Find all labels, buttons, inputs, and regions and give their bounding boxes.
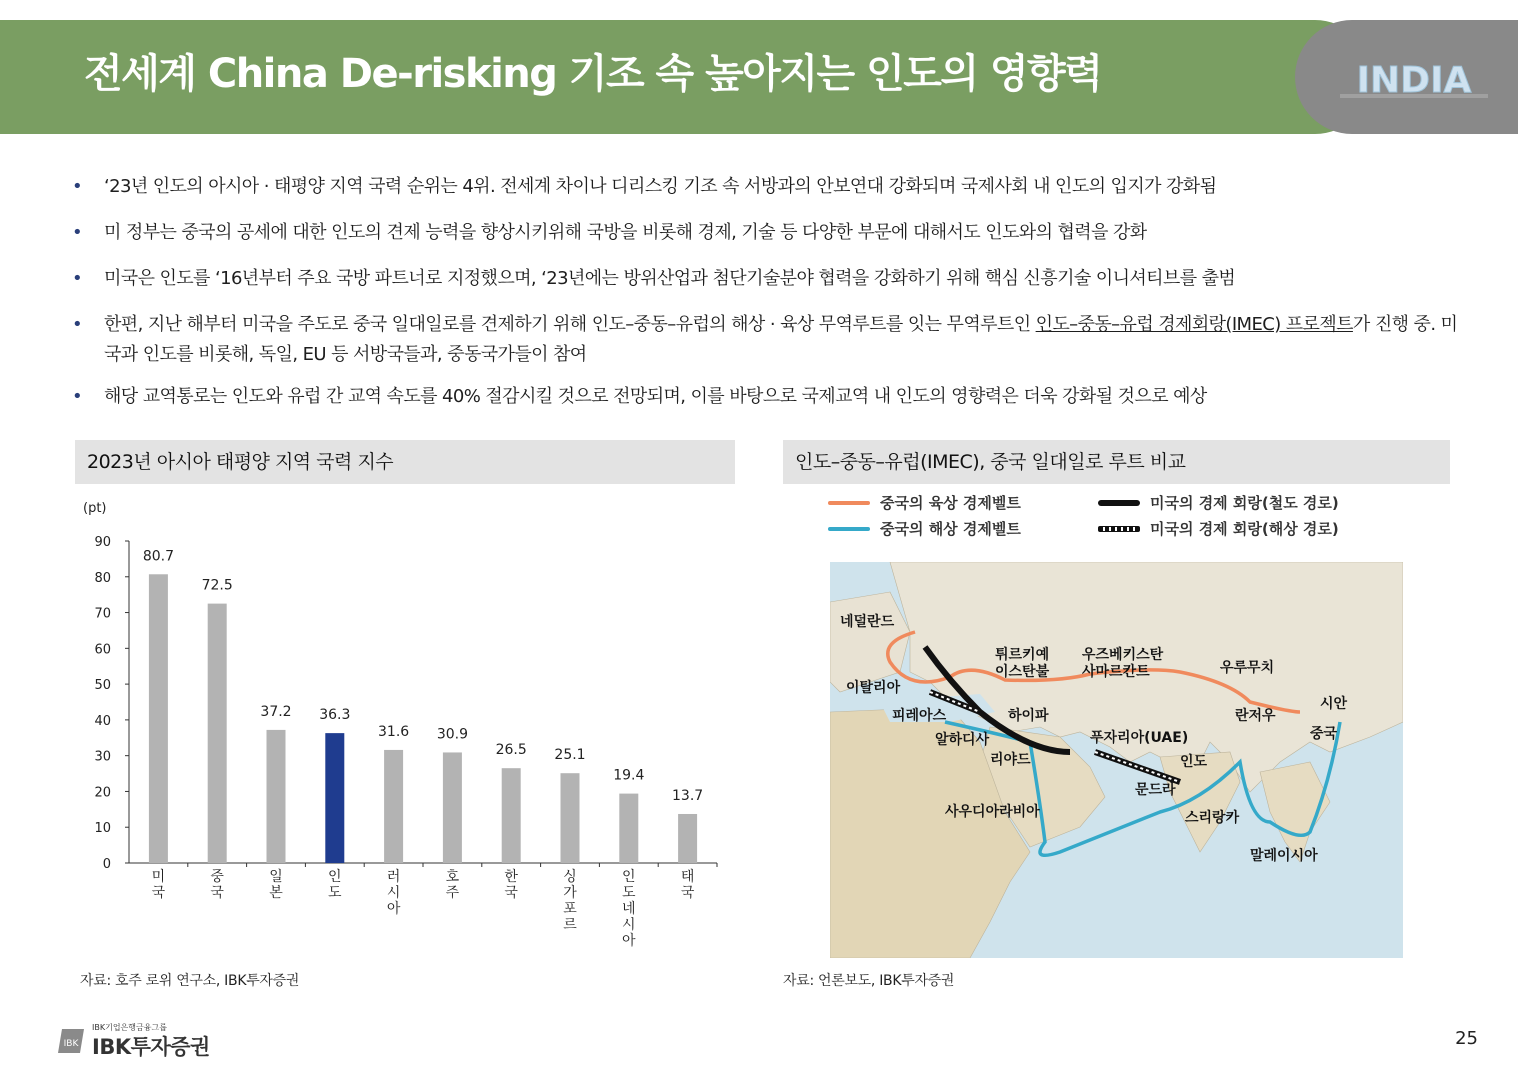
map-label: 튀르키예 이스탄불: [995, 647, 1050, 680]
route-map: [830, 562, 1403, 958]
map-label: 네덜란드: [840, 614, 895, 630]
legend-line-land: [828, 501, 870, 505]
map-label: 중국: [1310, 726, 1338, 742]
y-tick-label: 20: [94, 785, 111, 801]
map-label: 피레아스: [892, 708, 947, 724]
map-label: 푸자리아(UAE): [1090, 730, 1189, 746]
page-title: 전세계 China De-risking 기조 속 높아지는 인도의 영향력: [84, 51, 1102, 97]
legend-label: 미국의 경제 회랑(철도 경로): [1150, 494, 1339, 512]
x-tick-label: 미 국: [151, 869, 166, 901]
bullet-text: 가 진행 중. 미국과 인도를 비롯해, 독일, EU 등 서방국들과, 중동국가들이 참여: [104, 314, 1458, 365]
legend-us-rail: [1098, 492, 1339, 513]
bullet-item: [70, 310, 1470, 370]
bullet-item: • 미국은 인도를 ‘16년부터 주요 국방 파트너로 지정했으며, ‘23년에는 방위산업과 첨단기술분야 협력을 강화하기 위해 핵심 신흥기술 이니셔티브를 출범: [70, 264, 1470, 294]
legend-us-sea: [1098, 518, 1339, 539]
bar-value-label: 37.2: [260, 703, 292, 720]
x-tick-label: 인 도 네 시 아: [622, 869, 636, 949]
bar-value-label: 72.5: [201, 577, 233, 594]
bar-value-label: 30.9: [436, 726, 468, 743]
bullet-text: 한편, 지난 해부터 미국을 주도로 중국 일대일로를 견제하기 위해 인도–중동–유럽의 해상 · 육상 무역루트를 잇는 무역루트인: [104, 314, 1036, 335]
chart-source: 자료: 호주 로위 연구소, IBK투자증권: [80, 973, 300, 989]
y-tick-label: 70: [94, 606, 111, 622]
map-label: 이탈리아: [846, 680, 901, 696]
bar-value-label: 80.7: [142, 548, 174, 565]
x-tick-label: 인 도: [328, 869, 342, 901]
legend-label: 미국의 경제 회랑(해상 경로): [1150, 520, 1339, 538]
y-tick-label: 60: [94, 642, 111, 658]
company-name: IBK투자증권: [92, 1035, 210, 1059]
svg-text:IBK: IBK: [63, 1039, 79, 1049]
ibk-logo-mark-icon: [58, 1027, 88, 1055]
y-tick-label: 10: [94, 821, 111, 837]
bar-value-label: 19.4: [613, 767, 645, 784]
y-tick-label: 50: [94, 678, 111, 694]
bar-싱가포르: [561, 773, 580, 863]
x-tick-label: 태 국: [680, 869, 695, 901]
x-tick-label: 중 국: [210, 869, 224, 901]
map-label: 문드라: [1135, 782, 1176, 798]
map-title: 인도–중동–유럽(IMEC), 중국 일대일로 루트 비교: [783, 440, 1450, 484]
legend-line-us-sea: [1098, 526, 1140, 532]
map-label: 시안: [1320, 696, 1348, 712]
header: [0, 20, 1518, 134]
bar-value-label: 13.7: [672, 787, 704, 804]
legend-label: 중국의 육상 경제벨트: [880, 494, 1021, 512]
map-label: 하이파: [1008, 708, 1049, 724]
legend-land-belt: [828, 492, 1021, 513]
bar-인도네시아: [619, 794, 638, 863]
y-tick-label: 90: [94, 535, 111, 550]
company-group-label: IBK기업은행금융그룹: [92, 1023, 167, 1032]
y-tick-label: 40: [94, 713, 111, 729]
bar-value-label: 26.5: [495, 742, 527, 759]
legend-sea-belt: [828, 518, 1021, 539]
bullet-item: • ‘23년 인도의 아시아 · 태평양 지역 국력 순위는 4위. 전세계 차이나 디리스킹 기조 속 서방과의 안보연대 강화되며 국제사회 내 인도의 입지가 강화됨: [70, 172, 1470, 202]
india-logo: [1340, 60, 1488, 100]
y-unit-label: (pt): [83, 501, 107, 516]
bar-value-label: 25.1: [554, 747, 586, 764]
bullet-item: • 해당 교역통로는 인도와 유럽 간 교역 속도를 40% 절감시킬 것으로 전망되며, 이를 바탕으로 국제교역 내 인도의 영향력은 더욱 강화될 것으로 예상: [70, 382, 1470, 412]
map-label: 우즈베키스탄 사마르칸트: [1082, 647, 1164, 680]
map-label: 우루무치: [1220, 660, 1275, 676]
y-tick-label: 80: [94, 570, 111, 586]
bar-한국: [502, 768, 521, 863]
y-tick-label: 0: [102, 857, 111, 872]
x-tick-label: 싱 가 포 르: [563, 869, 577, 933]
x-tick-label: 한 국: [504, 869, 518, 901]
legend-line-sea: [828, 527, 870, 531]
map-source: 자료: 언론보도, IBK투자증권: [783, 973, 955, 989]
map-label: 란저우: [1235, 708, 1276, 724]
x-tick-label: 러 시 아: [386, 869, 401, 917]
chart-title: 2023년 아시아 태평양 지역 국력 지수: [75, 440, 735, 484]
map-legend: [828, 488, 1408, 548]
bar-인도: [325, 733, 344, 863]
y-tick-label: 30: [94, 749, 111, 765]
bar-chart: [75, 488, 735, 963]
bar-중국: [208, 604, 227, 863]
bullet-item: • 미 정부는 중국의 공세에 대한 인도의 견제 능력을 향상시키위해 국방을 비롯해 경제, 기술 등 다양한 부문에 대해서도 인도와의 협력을 강화: [70, 218, 1470, 248]
page-number: 25: [1455, 1028, 1478, 1049]
bar-value-label: 31.6: [378, 723, 410, 740]
map-label: 인도: [1180, 754, 1208, 770]
bar-태국: [678, 814, 697, 863]
bar-미국: [149, 574, 168, 863]
x-tick-label: 일 본: [269, 869, 283, 901]
bullet-underlined-text: 인도–중동–유럽 경제회랑(IMEC) 프로젝트: [1035, 314, 1353, 335]
x-tick-label: 호 주: [445, 869, 460, 901]
map-label: 말레이시아: [1250, 848, 1318, 864]
map-label: 알하디사: [935, 732, 990, 748]
legend-label: 중국의 해상 경제벨트: [880, 520, 1021, 538]
bar-일본: [267, 730, 286, 863]
map-label: 리야드: [990, 752, 1031, 768]
bullet-list: [70, 172, 1470, 428]
bar-호주: [443, 752, 462, 863]
india-logo-text: INDIA: [1356, 60, 1472, 100]
map-label: 사우디아라비아: [945, 804, 1040, 820]
legend-line-rail: [1098, 500, 1140, 506]
bar-러시아: [384, 750, 403, 863]
bar-value-label: 36.3: [319, 707, 351, 724]
bar-chart-svg: [75, 488, 735, 963]
map-label: 스리랑카: [1185, 810, 1240, 826]
